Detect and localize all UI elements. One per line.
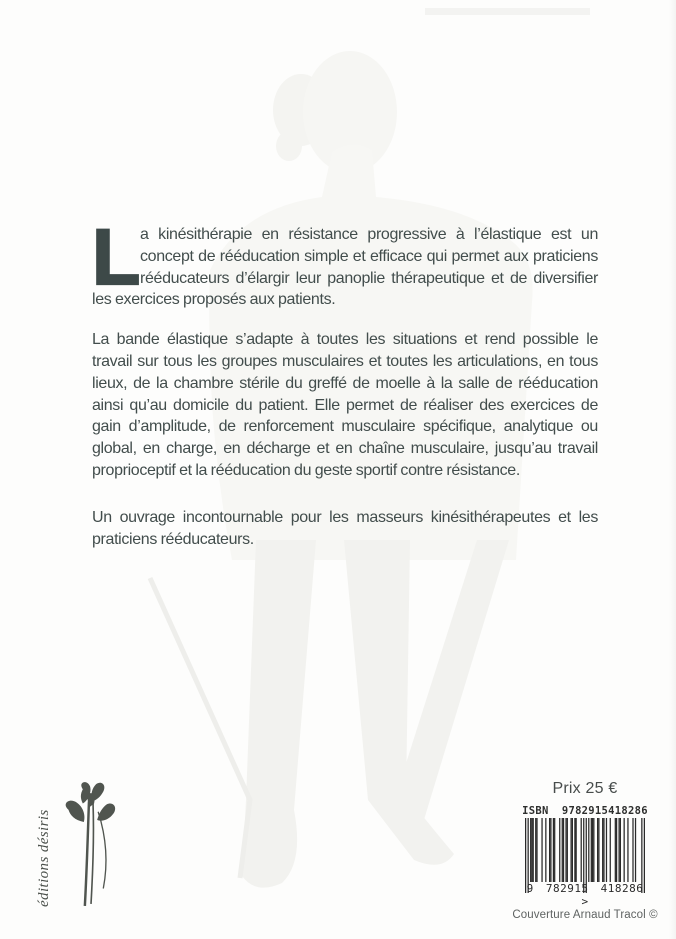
price-label: Prix 25 € bbox=[552, 780, 618, 797]
blurb-paragraph-3: Un ouvrage incontournable pour les masseurs kinésithérapeutes et les praticiens rééducateurs. bbox=[92, 508, 598, 548]
isbn-label: ISBN 9782915418286 bbox=[522, 805, 648, 817]
drop-cap-letter: L bbox=[92, 212, 140, 301]
scan-edge-shadow bbox=[669, 0, 676, 939]
price-barcode-block bbox=[504, 780, 666, 908]
iris-flower-icon bbox=[58, 780, 124, 908]
barcode-digits: 9 782915 418286 > bbox=[526, 882, 644, 908]
publisher-name: éditions désiris bbox=[36, 809, 52, 907]
blurb-paragraph-1-text: a kinésithérapie en résistance progressive à l’élastique est un concept de rééducation simple et efficace qui permet aux praticiens rééducateurs d’élargir leur panoplie thérapeutique et de diversifier les exercices proposés aux patients. bbox=[92, 226, 598, 309]
back-cover-blurb bbox=[92, 212, 598, 550]
cover-credit: Couverture Arnaud Tracol © bbox=[512, 909, 658, 921]
blurb-paragraph-1 bbox=[92, 212, 598, 311]
publisher-logo bbox=[30, 775, 138, 913]
ean13-barcode bbox=[525, 818, 645, 908]
blurb-paragraph-2: La bande élastique s’adapte à toutes les situations et rend possible le travail sur tous les groupes musculaires et toutes les articulations, en tous lieux, de la chambre stérile du greffé de moelle à la salle de rééducation ainsi qu’au domicile du patient. Elle permet de réaliser des exercices de gain d’amplitude, de renforcement musculaire spécifique, analytique ou global, en charge, en décharge et en chaîne musculaire, jusqu’au travail proprioceptif et la rééducation du geste sportif contre résistance. bbox=[92, 331, 598, 479]
